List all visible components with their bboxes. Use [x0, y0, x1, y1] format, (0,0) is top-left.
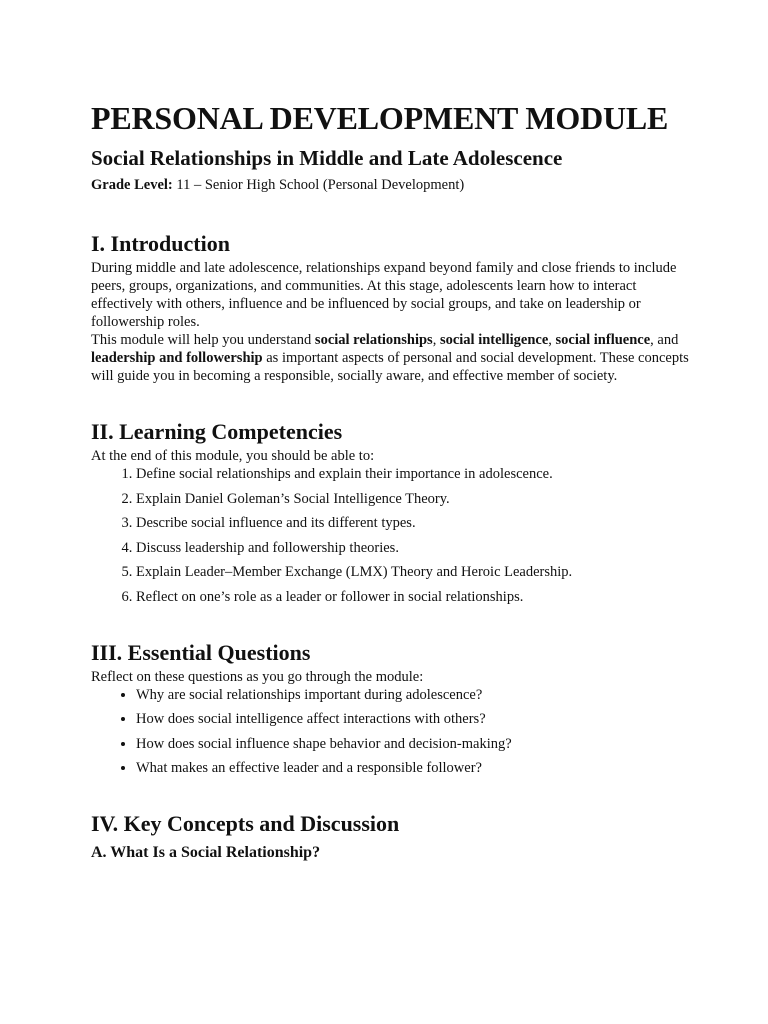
concepts-subheading: A. What Is a Social Relationship? [91, 844, 321, 861]
section-learning-competencies [91, 417, 691, 606]
intro-text: This module will help you understand [91, 332, 315, 348]
term-social-influence: social influence [555, 332, 651, 348]
grade-level-value: 11 – Senior High School (Personal Development) [172, 177, 465, 193]
list-item: 6. Reflect on one’s role as a leader or follower in social relationships. [136, 588, 691, 606]
section-key-concepts [91, 809, 691, 865]
list-item: • How does social influence shape behavior and decision-making? [136, 735, 691, 753]
competencies-heading: II. Learning Competencies [91, 419, 343, 444]
intro-text: , [432, 332, 440, 348]
competencies-list [91, 465, 691, 606]
term-leadership-followership: leadership and followership [91, 350, 263, 366]
introduction-paragraph-2 [91, 331, 691, 385]
list-item: 3. Describe social influence and its different types. [136, 514, 691, 532]
grade-level-label: Grade Level: [91, 177, 173, 193]
intro-text: , and [650, 332, 679, 348]
intro-text: as important aspects of personal and social development. These concepts will guide you in becoming a responsible, socially aware, and effective member of society. [91, 350, 689, 384]
document-title: PERSONAL DEVELOPMENT MODULE [91, 100, 669, 136]
list-item: 2. Explain Daniel Goleman’s Social Intelligence Theory. [136, 490, 691, 508]
introduction-heading: I. Introduction [91, 231, 230, 256]
list-item: 1. Define social relationships and explain their importance in adolescence. [136, 465, 691, 483]
list-item: • What makes an effective leader and a responsible follower? [136, 759, 691, 777]
document-page [91, 96, 691, 865]
intro-text: , [548, 332, 556, 348]
questions-list [91, 686, 691, 778]
section-essential-questions [91, 638, 691, 778]
list-item: • Why are social relationships important during adolescence? [136, 686, 691, 704]
list-item: • How does social intelligence affect interactions with others? [136, 710, 691, 728]
term-social-relationships: social relationships [314, 332, 433, 348]
term-social-intelligence: social intelligence [439, 332, 549, 348]
competencies-lead: At the end of this module, you should be able to: [91, 448, 375, 464]
questions-lead: Reflect on these questions as you go through the module: [91, 668, 424, 685]
list-item: 5. Explain Leader–Member Exchange (LMX) Theory and Heroic Leadership. [136, 563, 691, 581]
list-item: 4. Discuss leadership and followership theories. [136, 539, 691, 557]
section-introduction [91, 229, 691, 385]
document-subtitle: Social Relationships in Middle and Late Adolescence [91, 146, 563, 170]
questions-heading: III. Essential Questions [91, 639, 311, 665]
grade-level [91, 175, 691, 195]
concepts-heading: IV. Key Concepts and Discussion [91, 811, 400, 836]
introduction-paragraph-1: During middle and late adolescence, relationships expand beyond family and close friends to include peers, groups, organizations, and communities. At this stage, adolescents learn how to interact effectively with others, influence and be influenced by social groups, and take on leadership or followership roles. [91, 260, 677, 330]
